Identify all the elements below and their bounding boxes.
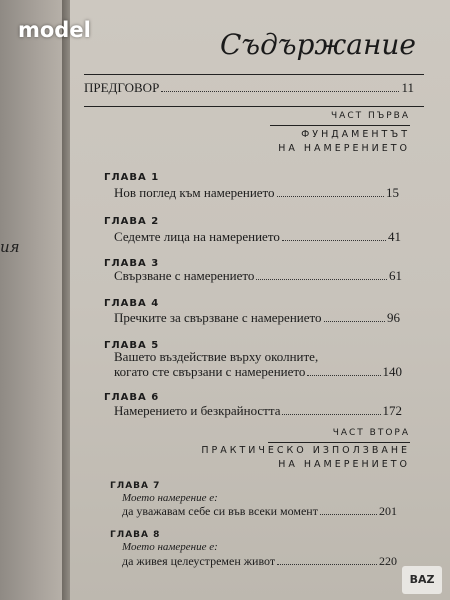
chapter7-intro: Моето намерение е: (122, 492, 218, 504)
dot-leader (324, 321, 385, 322)
dot-leader (282, 414, 380, 415)
chapter5-title-line1: Вашето въздействие върху околните, (114, 349, 319, 364)
part1-label: ЧАСТ ПЪРВА (331, 111, 410, 121)
part2-subrule (268, 442, 410, 443)
toc-entry-ch8[interactable]: да живея целеустремен живот 220 (122, 554, 397, 568)
dot-leader (161, 91, 399, 92)
marketplace-logo: BAZ (402, 566, 442, 594)
part1-subrule (270, 125, 410, 126)
toc-entry-foreword[interactable]: ПРЕДГОВОР 11 (84, 80, 414, 95)
toc-entry-ch2[interactable]: Седемте лица на намерението 41 (114, 229, 401, 244)
chapter5-label: ГЛАВА 5 (104, 340, 160, 351)
title-rule (84, 74, 424, 75)
toc-entry-ch6[interactable]: Намерението и безкрайността 172 (114, 403, 402, 418)
dot-leader (282, 240, 386, 241)
chapter7-label: ГЛАВА 7 (110, 481, 161, 491)
chapter8-intro: Моето намерение е: (122, 541, 218, 553)
chapter3-label: ГЛАВА 3 (104, 258, 160, 269)
toc-entry-ch4[interactable]: Пречките за свързване с намерението 96 (114, 310, 400, 325)
dot-leader (320, 514, 377, 515)
dot-leader (277, 196, 384, 197)
part2-title-line1: ПРАКТИЧЕСКО ИЗПОЛЗВАНЕ (201, 445, 410, 456)
part1-title-line2: НА НАМЕРЕНИЕТО (278, 143, 410, 154)
left-page-fragment: ия (0, 238, 20, 256)
chapter4-label: ГЛАВА 4 (104, 298, 160, 309)
toc-entry-ch5[interactable]: когато сте свързани с намерението 140 (114, 364, 402, 379)
dot-leader (256, 279, 387, 280)
toc-entry-ch3[interactable]: Свързване с намерението 61 (114, 268, 402, 283)
chapter6-label: ГЛАВА 6 (104, 392, 160, 403)
dot-leader (307, 375, 380, 376)
contents-page (70, 0, 450, 600)
watermark-label: model (18, 18, 91, 42)
toc-entry-ch7[interactable]: да уважавам себе си във всеки момент 201 (122, 504, 397, 518)
left-page (0, 0, 64, 600)
part1-rule (84, 106, 424, 107)
chapter2-label: ГЛАВА 2 (104, 216, 160, 227)
part2-title-line2: НА НАМЕРЕНИЕТО (278, 459, 410, 470)
toc-entry-ch1[interactable]: Нов поглед към намерението 15 (114, 185, 399, 200)
chapter8-label: ГЛАВА 8 (110, 530, 161, 540)
part2-label: ЧАСТ ВТОРА (332, 428, 410, 438)
dot-leader (277, 564, 377, 565)
page-title: Съдържание (220, 28, 416, 61)
chapter1-label: ГЛАВА 1 (104, 172, 160, 183)
part1-title-line1: ФУНДАМЕНТЪТ (301, 129, 410, 140)
